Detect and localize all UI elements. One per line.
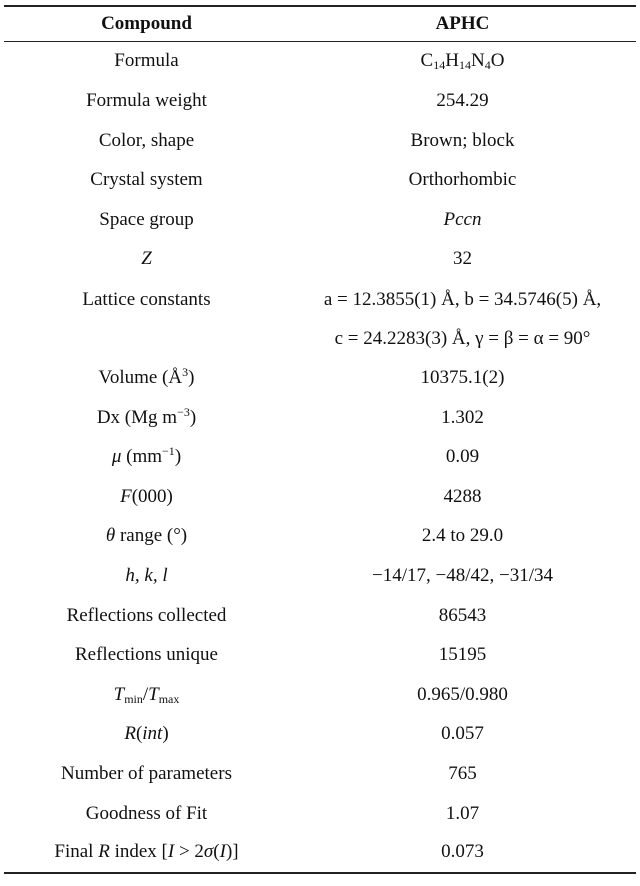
value-mu: 0.09 [445,446,480,468]
table-row-crystal-system [4,161,636,201]
table-row-dx [4,398,636,438]
label-reflections-unique: Reflections unique [75,644,218,666]
table-row-f000 [4,478,636,518]
table-row-formula-weight [4,82,636,122]
value-lattice [289,280,636,359]
table-header-row [4,6,636,42]
table-row-tmin-tmax [4,676,636,716]
value-hkl: −14/17, −48/42, −31/34 [372,565,553,587]
label-mu: μ $(mm^{-1})$ [111,444,182,468]
value-volume: 10375.1(2) [420,367,505,389]
label-crystal-system: Crystal system [90,169,203,191]
value-tmin-tmax: 0.965/0.980 [417,683,508,705]
value-theta: 2.4 to 29.0 [421,525,504,547]
label-theta: θ range (°) [105,525,188,547]
value-crystal-system: Orthorhombic [408,169,517,191]
crystal-data-table [4,5,636,874]
label-formula-weight: Formula weight [86,89,207,111]
label-volume: Volume $(Å^3)$ [98,365,195,389]
value-rint: 0.057 [441,723,484,745]
label-goodness-of-fit: Goodness of Fit [85,802,208,824]
table-row-mu [4,438,636,478]
table-row-lattice [4,280,636,359]
table-row-z [4,240,636,280]
label-lattice: Lattice constants [82,288,211,310]
label-color-shape: Color, shape [98,129,195,151]
table-row-rint [4,715,636,755]
label-f000: F(000) [120,485,173,507]
value-goodness-of-fit: 1.07 [445,802,480,824]
table-row-goodness-of-fit [4,794,636,834]
label-formula: Formula [114,50,179,72]
table-row-hkl [4,557,636,597]
label-reflections-collected: Reflections collected [66,604,227,626]
value-reflections-collected: 86543 [438,604,487,626]
table-row-final-r-index [4,834,636,873]
value-reflections-unique: 15195 [438,644,487,666]
table-row-theta [4,517,636,557]
crystal-data-table-container [0,5,640,886]
value-number-of-parameters: 765 [448,763,477,785]
label-tmin-tmax: $T_{min}/T_{max}$ [113,683,180,706]
value-f000: 4288 [443,485,482,507]
label-hkl: h, k, l [125,565,168,587]
value-final-r-index: 0.073 [441,841,484,863]
table-row-reflections-collected [4,596,636,636]
header-aphc: APHC [435,13,490,34]
lattice-line-1: a = 12.3855(1) Å, b = 34.5746(5) Å, [323,288,602,310]
label-space-group: Space group [99,208,194,230]
value-formula-weight: 254.29 [436,89,489,111]
value-z: 32 [453,248,472,270]
label-rint: R(int) [124,723,169,745]
label-z: Z [141,248,152,270]
table-row-reflections-unique [4,636,636,676]
table-row-volume [4,359,636,399]
value-dx: 1.302 [441,406,484,428]
label-number-of-parameters: Number of parameters [61,763,232,785]
lattice-line-2: c = 24.2283(3) Å, γ = β = α = 90° [334,328,591,350]
label-final-r-index: Final R index [I > 2σ(I)] [54,841,239,863]
value-color-shape: Brown; block [410,129,515,151]
value-space-group: Pccn [443,208,482,230]
table-row-formula [4,42,636,82]
header-compound: Compound [101,13,192,34]
table-row-space-group [4,200,636,240]
table-row-number-of-parameters [4,755,636,795]
label-dx: Dx (Mg $m^{-3}$) [96,404,197,428]
value-formula: $C_{14}H_{14}N_4O$ [420,50,505,73]
table-row-color-shape [4,121,636,161]
